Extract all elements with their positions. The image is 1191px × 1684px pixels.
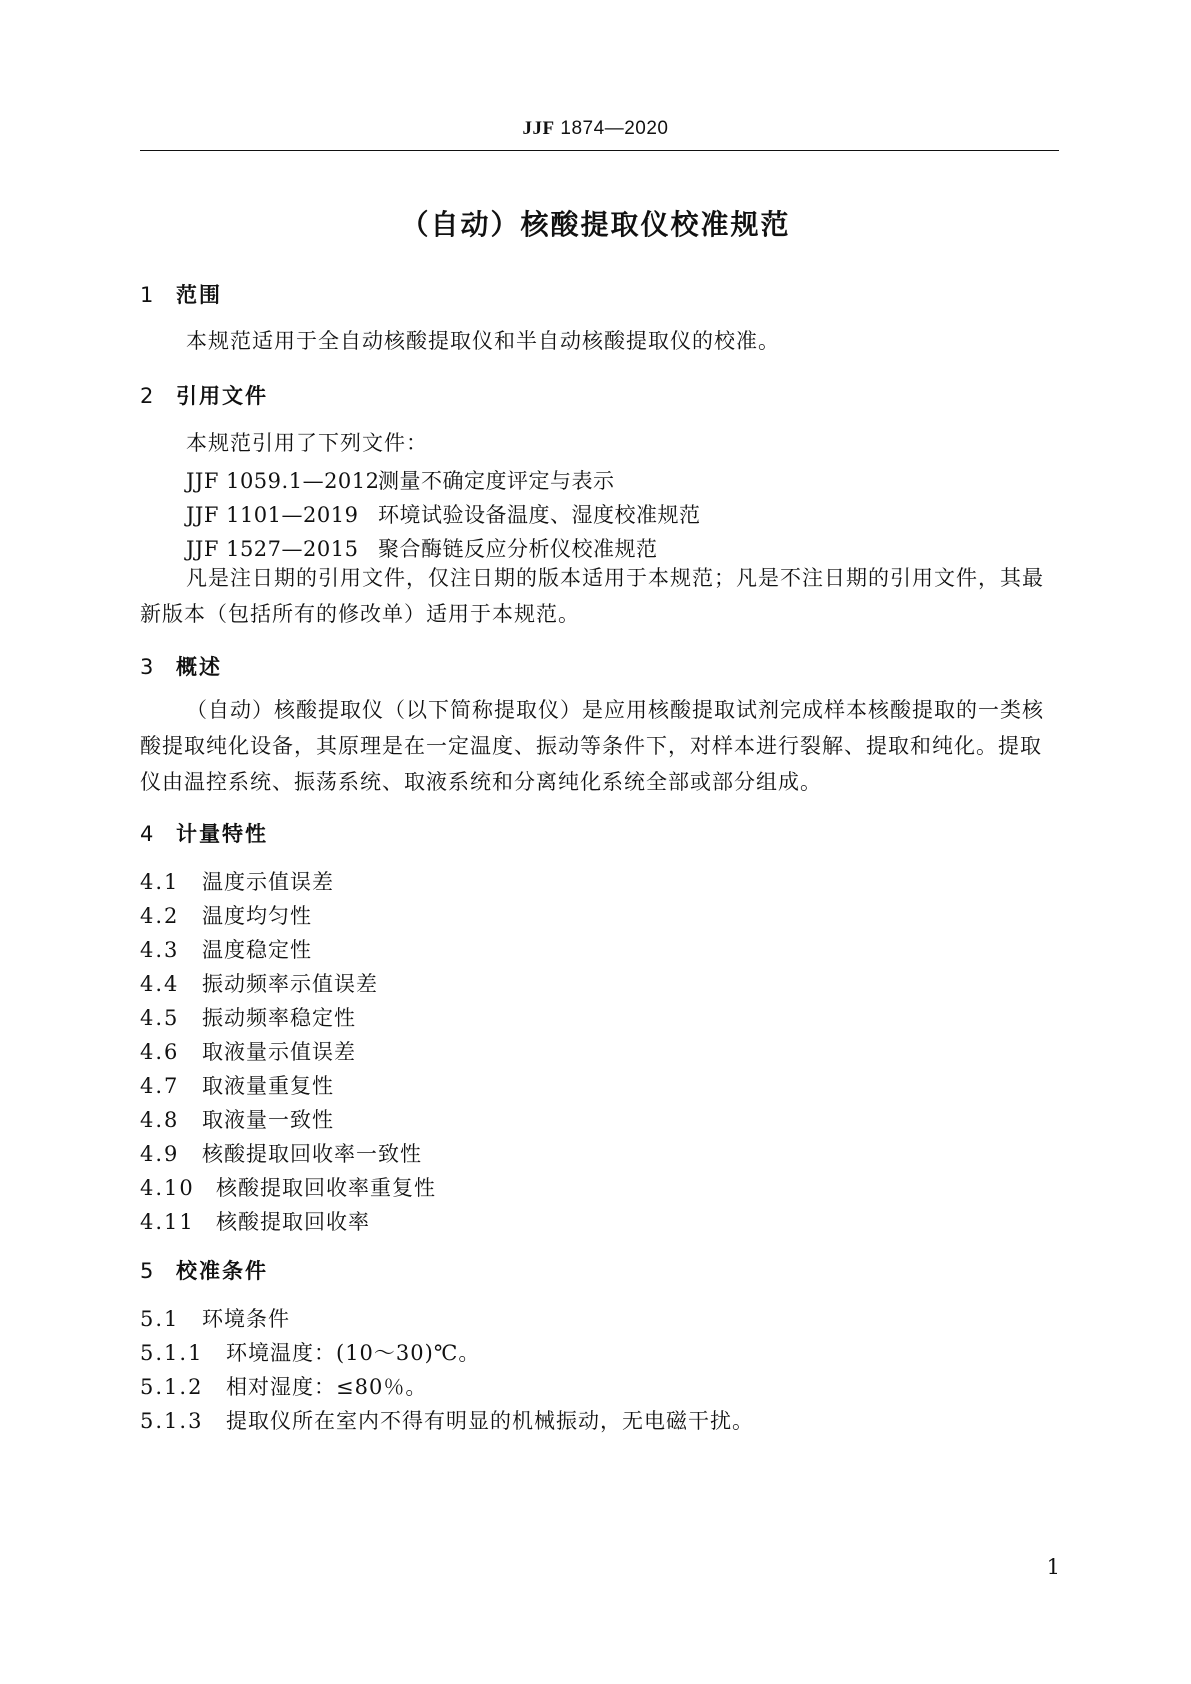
item-text: 提取仪所在室内不得有明显的机械振动，无电磁干扰。 <box>226 1409 754 1433</box>
item-text: 振动频率稳定性 <box>202 1006 356 1030</box>
paragraph-scope: 本规范适用于全自动核酸提取仪和半自动核酸提取仪的校准。 <box>186 329 780 353</box>
item-number: 5.1.2 <box>140 1375 204 1399</box>
list-item <box>140 934 312 964</box>
item-number: 4.2 <box>140 904 180 928</box>
document-title: （自动）核酸提取仪校准规范 <box>400 208 791 241</box>
section-heading-5 <box>140 1255 268 1285</box>
section-heading-4 <box>140 818 268 848</box>
paragraph-refs-note: 凡是注日期的引用文件，仅注日期的版本适用于本规范；凡是不注日期的引用文件，其最新版本（包括所有的修改单）适用于本规范。 <box>140 566 1044 626</box>
item-text: 相对湿度：≤80％。 <box>226 1375 428 1399</box>
item-text: 温度均匀性 <box>202 904 312 928</box>
section-heading-2 <box>140 380 268 410</box>
list-item <box>140 1172 436 1202</box>
item-text: 核酸提取回收率 <box>216 1210 370 1234</box>
item-number: 4.9 <box>140 1142 180 1166</box>
item-text: 环境条件 <box>202 1307 290 1331</box>
section-heading-3 <box>140 651 222 681</box>
reference-item <box>186 465 615 495</box>
item-number: 4.3 <box>140 938 180 962</box>
item-text: 核酸提取回收率一致性 <box>202 1142 422 1166</box>
list-item <box>140 1405 754 1435</box>
section-title: 校准条件 <box>176 1259 268 1283</box>
section-title: 计量特性 <box>176 822 268 846</box>
paragraph-refs-intro: 本规范引用了下列文件： <box>186 431 428 455</box>
item-number: 4.7 <box>140 1074 180 1098</box>
page-number: 1 <box>1046 1555 1060 1579</box>
list-item <box>140 1036 356 1066</box>
section-title: 范围 <box>176 283 222 307</box>
item-text: 环境温度：(10～30)℃。 <box>226 1341 481 1365</box>
list-item <box>140 1206 370 1236</box>
list-item <box>140 1104 334 1134</box>
reference-item <box>186 499 701 529</box>
reference-title: 测量不确定度评定与表示 <box>378 469 615 493</box>
item-text: 取液量重复性 <box>202 1074 334 1098</box>
item-number: 4.8 <box>140 1108 180 1132</box>
item-number: 4.10 <box>140 1176 195 1200</box>
list-item <box>140 1002 356 1032</box>
list-item <box>140 1070 334 1100</box>
header-rule <box>140 150 1059 151</box>
item-number: 5.1 <box>140 1307 180 1331</box>
item-number: 5.1.3 <box>140 1409 204 1433</box>
running-header <box>0 118 1191 140</box>
reference-code: JJF 1059.1—2012 <box>186 469 380 493</box>
header-code: 1874—2020 <box>560 118 669 139</box>
item-text: 温度稳定性 <box>202 938 312 962</box>
list-item <box>140 900 312 930</box>
section-number: 1 <box>140 283 156 307</box>
section-number: 2 <box>140 384 156 408</box>
reference-item <box>186 533 658 563</box>
item-number: 4.4 <box>140 972 180 996</box>
item-number: 5.1.1 <box>140 1341 204 1365</box>
item-text: 核酸提取回收率重复性 <box>216 1176 436 1200</box>
list-item <box>140 1303 290 1333</box>
item-text: 取液量示值误差 <box>202 1040 356 1064</box>
reference-title: 环境试验设备温度、湿度校准规范 <box>378 503 701 527</box>
item-text: 取液量一致性 <box>202 1108 334 1132</box>
item-number: 4.11 <box>140 1210 195 1234</box>
reference-title: 聚合酶链反应分析仪校准规范 <box>378 537 658 561</box>
item-number: 4.6 <box>140 1040 180 1064</box>
section-number: 3 <box>140 655 156 679</box>
list-item <box>140 1337 480 1367</box>
item-number: 4.1 <box>140 870 180 894</box>
item-number: 4.5 <box>140 1006 180 1030</box>
list-item <box>140 1138 422 1168</box>
section-number: 5 <box>140 1259 156 1283</box>
section-number: 4 <box>140 822 156 846</box>
header-prefix: JJF <box>522 118 555 139</box>
section-title: 概述 <box>176 655 222 679</box>
list-item <box>140 866 334 896</box>
section-title: 引用文件 <box>176 384 268 408</box>
paragraph-overview: （自动）核酸提取仪（以下简称提取仪）是应用核酸提取试剂完成样本核酸提取的一类核酸提取纯化设备，其原理是在一定温度、振动等条件下，对样本进行裂解、提取和纯化。提取仪由温控系统、振荡系统、取液系统和分离纯化系统全部或部分组成。 <box>140 698 1044 794</box>
list-item <box>140 1371 427 1401</box>
list-item <box>140 968 378 998</box>
item-text: 振动频率示值误差 <box>202 972 378 996</box>
item-text: 温度示值误差 <box>202 870 334 894</box>
section-heading-1 <box>140 279 222 309</box>
reference-code: JJF 1527—2015 <box>186 537 359 561</box>
reference-code: JJF 1101—2019 <box>186 503 359 527</box>
